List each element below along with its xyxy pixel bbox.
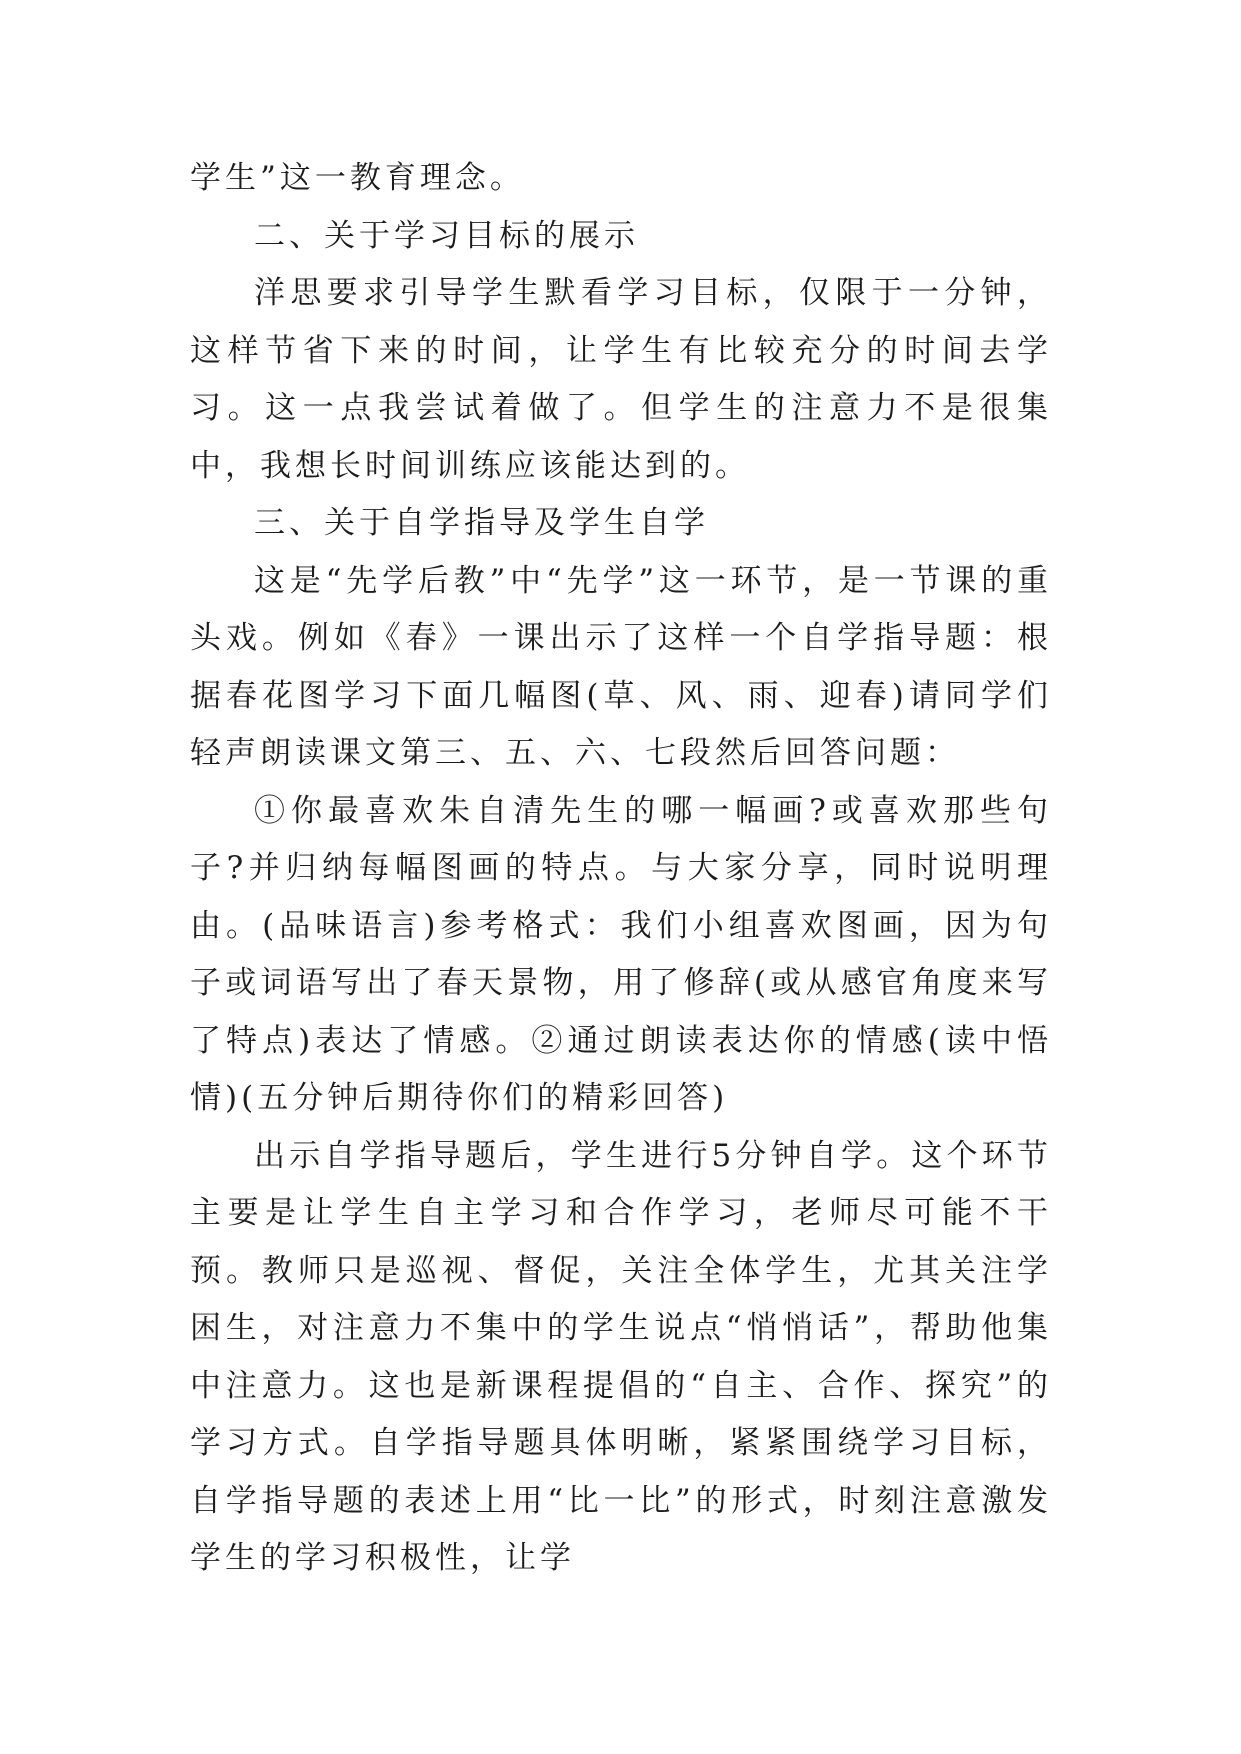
paragraph-continuation: 学生”这一教育理念。	[190, 160, 525, 196]
paragraph-self-study-process: 出示自学指导题后，学生进行5分钟自学。这个环节主要是让学生自主学习和合作学习，老师尽可能不干预。教师只是巡视、督促，关注全体学生，尤其关注学困生，对注意力不集中的学生说点“悄悄话”，帮助他集中注意力。这也是新课程提倡的“自主、合作、探究”的学习方式。自学指导题具体明晰，紧紧围绕学习目标，自学指导题的表述上用“比一比”的形式，时刻注意激发学生的学习积极性，让学	[190, 1137, 1052, 1576]
document-body	[190, 150, 1052, 1588]
paragraph-self-study-questions: ①你最喜欢朱自清先生的哪一幅画?或喜欢那些句子?并归纳每幅图画的特点。与大家分享，同时说明理由。(品味语言)参考格式：我们小组喜欢图画，因为句子或词语写出了春天景物，用了修辞(或从感官角度来写了特点)表达了情感。②通过朗读表达你的情感(读中悟情)(五分钟后期待你们的精彩回答)	[190, 792, 1052, 1116]
section-heading-learning-goals: 二、关于学习目标的展示	[254, 217, 639, 254]
section-heading-self-study: 三、关于自学指导及学生自学	[254, 505, 709, 541]
paragraph-learning-goals: 洋思要求引导学生默看学习目标，仅限于一分钟，这样节省下来的时间，让学生有比较充分的时间去学习。这一点我尝试着做了。但学生的注意力不是很集中，我想长时间训练应该能达到的。	[190, 275, 1052, 484]
paragraph-self-study-intro: 这是“先学后教”中“先学”这一环节，是一节课的重头戏。例如《春》一课出示了这样一个自学指导题：根据春花图学习下面几幅图(草、风、雨、迎春)请同学们轻声朗读课文第三、五、六、七段然后回答问题：	[190, 562, 1052, 771]
